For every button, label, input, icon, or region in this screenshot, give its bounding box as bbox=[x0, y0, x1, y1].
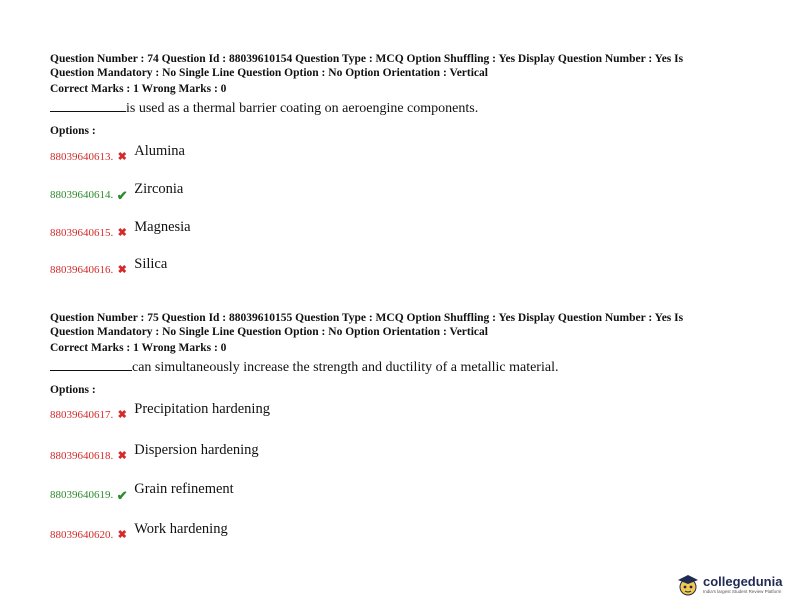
option-id: 88039640618. bbox=[50, 450, 114, 462]
answer-blank bbox=[50, 357, 132, 371]
option-88039640617 bbox=[50, 401, 270, 422]
question-meta bbox=[50, 311, 740, 339]
question-meta bbox=[50, 52, 740, 80]
question-74 bbox=[50, 52, 740, 276]
option-88039640619 bbox=[50, 481, 234, 503]
option-id: 88039640616. bbox=[50, 264, 114, 276]
option-id: 88039640617. bbox=[50, 409, 114, 421]
question-marks: Correct Marks : 1 Wrong Marks : 0 bbox=[50, 342, 227, 354]
option-id: 88039640615. bbox=[50, 227, 114, 239]
question-marks: Correct Marks : 1 Wrong Marks : 0 bbox=[50, 83, 227, 95]
cross-icon: ✖ bbox=[117, 151, 127, 163]
check-icon: ✔ bbox=[116, 488, 128, 503]
option-text: Dispersion hardening bbox=[134, 442, 259, 458]
question-meta-line-2: Question Mandatory : No Single Line Question Option : No Option Orientation : Vertical bbox=[50, 67, 488, 79]
question-75 bbox=[50, 311, 740, 541]
question-meta-line-1: Question Number : 74 Question Id : 88039610154 Question Type : MCQ Option Shuffling : Yes Display Question Number : Yes Is bbox=[50, 53, 684, 65]
option-88039640616 bbox=[50, 256, 168, 277]
option-text: Work hardening bbox=[134, 521, 228, 537]
option-id: 88039640614. bbox=[50, 189, 114, 201]
options-label: Options : bbox=[50, 125, 96, 137]
question-meta-line-1: Question Number : 75 Question Id : 88039610155 Question Type : MCQ Option Shuffling : Yes Display Question Number : Yes Is bbox=[50, 312, 684, 324]
answer-blank bbox=[50, 98, 126, 112]
option-88039640613 bbox=[50, 143, 185, 164]
option-text: Alumina bbox=[134, 143, 185, 159]
check-icon: ✔ bbox=[116, 188, 128, 203]
question-meta-line-2: Question Mandatory : No Single Line Question Option : No Option Orientation : Vertical bbox=[50, 326, 488, 338]
option-text: Precipitation hardening bbox=[134, 401, 270, 417]
cross-icon: ✖ bbox=[117, 409, 127, 421]
option-88039640614 bbox=[50, 181, 184, 203]
option-id: 88039640619. bbox=[50, 489, 114, 501]
option-88039640618 bbox=[50, 442, 259, 463]
cross-icon: ✖ bbox=[117, 227, 127, 239]
question-text bbox=[50, 357, 740, 377]
option-text: Zirconia bbox=[134, 181, 184, 197]
option-text: Silica bbox=[134, 256, 168, 272]
option-text: Magnesia bbox=[134, 219, 191, 235]
option-text: Grain refinement bbox=[134, 481, 234, 497]
option-id: 88039640620. bbox=[50, 529, 114, 541]
collegedunia-logo bbox=[676, 573, 782, 597]
question-text-body: is used as a thermal barrier coating on aeroengine components. bbox=[126, 101, 479, 116]
option-88039640615 bbox=[50, 219, 191, 240]
cross-icon: ✖ bbox=[117, 264, 127, 276]
option-id: 88039640613. bbox=[50, 151, 114, 163]
question-text bbox=[50, 98, 740, 118]
cross-icon: ✖ bbox=[117, 529, 127, 541]
logo-text bbox=[703, 575, 782, 595]
graduate-cap-icon bbox=[676, 573, 700, 597]
cross-icon: ✖ bbox=[117, 450, 127, 462]
question-text-body: can simultaneously increase the strength and ductility of a metallic material. bbox=[132, 360, 559, 375]
logo-tagline: India's largest Student Review Platform bbox=[703, 589, 782, 594]
logo-name: collegedunia bbox=[703, 574, 783, 589]
options-label: Options : bbox=[50, 384, 96, 396]
option-88039640620 bbox=[50, 521, 228, 542]
